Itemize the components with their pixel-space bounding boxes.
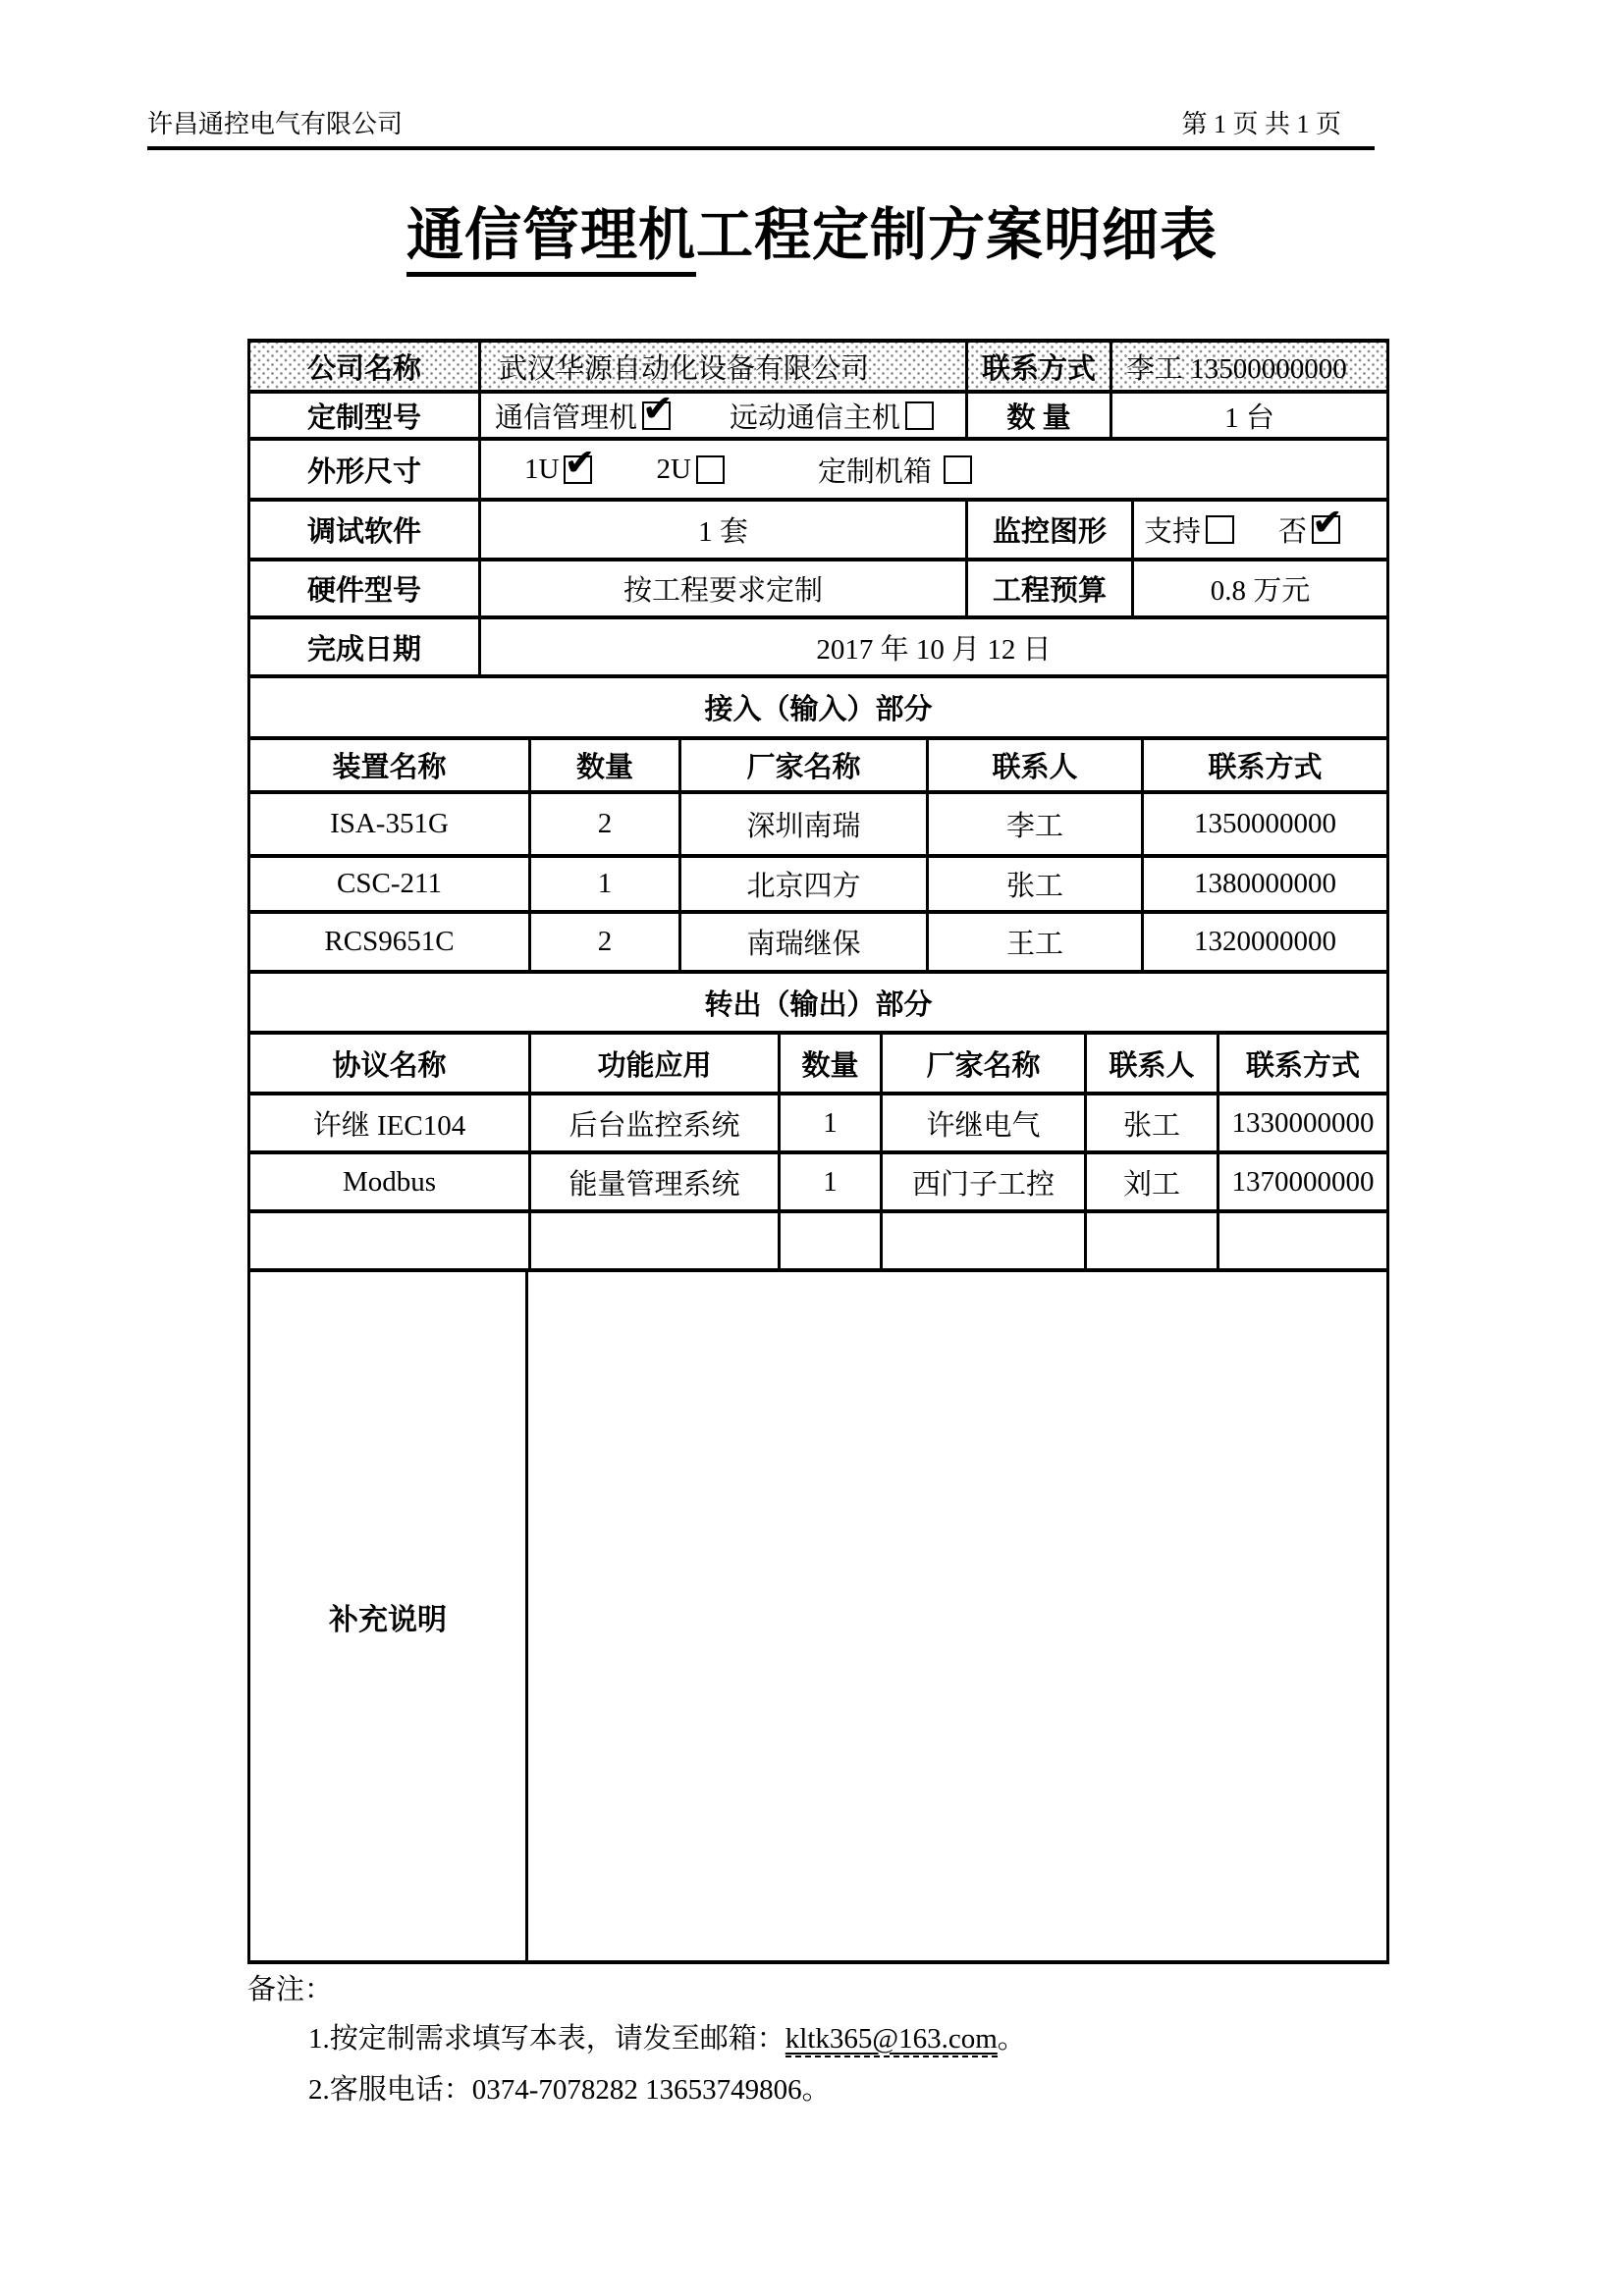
company-name-label: 公司名称 [250,343,481,394]
output-contact [1087,1213,1219,1272]
hardware-label: 硬件型号 [250,561,481,619]
company-name-value: 武汉华源自动化设备有限公司 [481,343,968,394]
output-protocol: Modbus [250,1154,531,1213]
output-header-function: 功能应用 [531,1035,781,1095]
size-option3-checkbox-icon [944,455,972,484]
size-option1-label: 1U [524,453,560,485]
input-contact: 王工 [929,914,1144,974]
supplement-content [528,1272,1389,1964]
input-contact: 张工 [929,858,1144,914]
contact-value: 李工 13500000000 [1112,343,1389,394]
output-phone: 1330000000 [1219,1095,1389,1154]
input-phone: 1380000000 [1144,858,1389,914]
output-data-row [250,1154,1389,1213]
output-phone: 1370000000 [1219,1154,1389,1213]
date-label: 完成日期 [250,619,481,678]
output-vendor: 许继电气 [883,1095,1087,1154]
input-device: RCS9651C [250,914,531,974]
output-header-phone: 联系方式 [1219,1035,1389,1095]
monitor-no-checkbox-icon [1312,515,1340,544]
document-title [0,188,1624,271]
date-value: 2017 年 10 月 12 日 [481,619,1389,678]
email-link[interactable]: kltk365@163.com [785,2023,998,2057]
size-option3-label: 定制机箱 [817,455,932,488]
monitor-support-checkbox-icon [1206,515,1234,544]
input-section-title-row [250,678,1389,740]
input-device: CSC-211 [250,858,531,914]
output-function: 能量管理系统 [531,1154,781,1213]
output-qty: 1 [781,1154,883,1213]
quantity-label: 数 量 [968,394,1112,441]
note1-suffix: 。 [997,2023,1026,2055]
model-option2-label: 远动通信主机 [730,401,901,434]
supplement-row [250,1272,1389,1964]
output-function [531,1213,781,1272]
notes-label: 备注： [247,1974,334,2005]
header-page-number: 第 1 页 共 1 页 [1181,110,1341,138]
size-option2-label: 2U [656,453,691,485]
quantity-value: 1 台 [1112,394,1389,441]
budget-label: 工程预算 [968,561,1134,619]
header-company-name: 许昌通控电气有限公司 [147,110,404,138]
note-item-2: 2.客服电话：0374-7078282 13653749806。 [308,2074,831,2106]
monitor-options [1134,502,1389,561]
input-data-row [250,858,1389,914]
input-vendor: 深圳南瑞 [681,794,929,858]
footer-notes [247,1967,1386,2109]
input-qty: 1 [531,858,681,914]
input-phone: 1350000000 [1144,794,1389,858]
table-row-model [250,394,1389,441]
model-label: 定制型号 [250,394,481,441]
input-vendor: 南瑞继保 [681,914,929,974]
input-phone: 1320000000 [1144,914,1389,974]
software-label: 调试软件 [250,502,481,561]
hardware-value: 按工程要求定制 [481,561,968,619]
output-qty: 1 [781,1095,883,1154]
output-header-contact: 联系人 [1087,1035,1219,1095]
output-vendor [883,1213,1087,1272]
output-data-row-empty [250,1213,1389,1272]
size-label: 外形尺寸 [250,441,481,502]
monitor-support-label: 支持 [1144,516,1202,548]
software-value: 1 套 [481,502,968,561]
input-vendor: 北京四方 [681,858,929,914]
output-contact: 张工 [1087,1095,1219,1154]
main-table [247,339,1389,1964]
output-data-row [250,1095,1389,1154]
input-data-row [250,914,1389,974]
table-row-company [250,343,1389,394]
output-qty [781,1213,883,1272]
input-header-vendor: 厂家名称 [681,740,929,794]
size-options [481,441,1389,502]
note1-text: 1.按定制需求填写本表，请发至邮箱： [308,2023,785,2055]
monitor-label: 监控图形 [968,502,1134,561]
output-phone [1219,1213,1389,1272]
input-qty: 2 [531,794,681,858]
output-header-vendor: 厂家名称 [883,1035,1087,1095]
model-option1-checkbox-icon [642,401,671,430]
model-option2-checkbox-icon [905,401,934,430]
table-row-size [250,441,1389,502]
output-function: 后台监控系统 [531,1095,781,1154]
title-rest-part: 工程定制方案明细表 [696,203,1218,267]
input-device: ISA-351G [250,794,531,858]
output-header-protocol: 协议名称 [250,1035,531,1095]
input-data-row [250,794,1389,858]
input-header-contact: 联系人 [929,740,1144,794]
output-section-title: 转出（输出）部分 [250,974,1389,1035]
contact-label: 联系方式 [968,343,1112,394]
output-header-qty: 数量 [781,1035,883,1095]
model-options [481,394,968,441]
table-row-hardware [250,561,1389,619]
output-vendor: 西门子工控 [883,1154,1087,1213]
output-section-title-row [250,974,1389,1035]
budget-value: 0.8 万元 [1134,561,1389,619]
output-contact: 刘工 [1087,1154,1219,1213]
size-option2-checkbox-icon [696,455,725,484]
note-item-1 [308,2019,1386,2058]
output-protocol: 许继 IEC104 [250,1095,531,1154]
table-row-date [250,619,1389,678]
input-contact: 李工 [929,794,1144,858]
table-row-software [250,502,1389,561]
input-header-qty: 数量 [531,740,681,794]
input-qty: 2 [531,914,681,974]
supplement-label: 补充说明 [250,1272,528,1964]
input-header-row [250,740,1389,794]
page-header [147,104,1375,150]
output-header-row [250,1035,1389,1095]
size-option1-checkbox-icon [564,455,592,484]
model-option1-label: 通信管理机 [495,401,638,434]
input-header-device: 装置名称 [250,740,531,794]
input-section-title: 接入（输入）部分 [250,678,1389,740]
title-underlined-part: 通信管理机 [406,203,696,277]
input-header-phone: 联系方式 [1144,740,1389,794]
monitor-no-label: 否 [1278,516,1308,548]
output-protocol [250,1213,531,1272]
